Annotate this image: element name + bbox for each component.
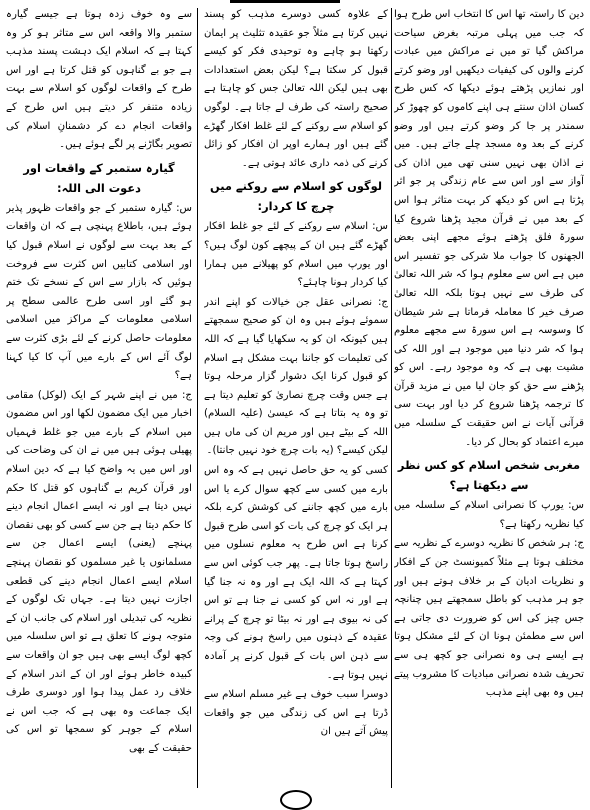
- left-column: [6, 6, 192, 790]
- right-section-heading: مغربی شخص اسلام کو کس نظر سے دیکھتا ہے؟: [397, 458, 581, 493]
- page-number-ornament: [280, 790, 312, 810]
- middle-question: س: اسلام سے روکنے کے لئے جو غلط افکار گھڑے گئے ہیں ان کے پیچھے کون لوگ ہیں؟ اور یورپ میں اسلام کو پھیلانے میں ہمارا کیا کردار ہونا چاہئے؟: [204, 221, 388, 289]
- right-question: س: یورپ کا نصرانی اسلام کے سلسلہ میں کیا نظریہ رکھتا ہے؟: [394, 500, 584, 530]
- middle-section-heading: لوگوں کو اسلام سے روکنے میں چرچ کا کردار:: [209, 179, 383, 214]
- middle-answer: ج: نصرانی عقل جن خیالات کو اپنے اندر سموئے ہوئے ہیں وہ ان کو صحیح سمجھتے ہیں کیونکہ ان کو یہ سکھایا گیا ہے کہ اللہ کی تعلیمات کو جاننا بہت مشکل ہے اسلام کو قبول کرنا ایک دشوار گزار مرحلہ ہوتا ہے جس وقت چرچ نصاریٰ کو تعلیم دیتا ہے تو وہ یہ بتاتا ہے کہ عیسیٰ (علیہ السلام) اللہ کے بیٹے ہیں اور مریم ان کی ماں ہیں لیکن کیسے؟ (یہ بات چرچ خود نہیں جانتا)۔: [204, 296, 388, 457]
- middle-para-4: کسی کو یہ حق حاصل نہیں ہے کہ وہ اس بارے میں کسی سے کچھ سوال کرے یا اس بارے میں کچھ جاننے کی کوشش کرے بلکہ ہر ایک کو چرچ کی بات کو اسی طرح قبول کرنا ہے اس طرح یہ معلوم نسلوں میں راسخ ہوتا جاتا ہے۔ پھر جب کوئی اس سے کہتا ہے کہ اللہ ایک ہے اور وہ نہ جنا گیا ہے اور نہ اس کو کسی نے جنا ہے تو اس کی نہ بیوی ہے اور نہ بیٹا تو چرچ کے پرانے عقیدہ کے ذہنوں میں راسخ ہونے کی وجہ سے ذہن اس بات کے قبول کرنے پر آمادہ نہیں ہوتا ہے۔: [204, 465, 388, 681]
- left-answer: ج: میں نے اپنے شہر کے ایک (لوکل) مقامی اخبار میں ایک مضمون لکھا اور اس مضمون میں اسلام کے بارے میں جو غلط فہمیاں پھیلی ہوئی ہیں میں نے ان کی وضاحت کی اور اس میں یہ واضح کیا ہے کہ دین اسلام اور قرآن کریم بے گناہوں کو قتل کا حکم نہیں دیتا ہے اور نہ ایسے اعمال انجام دینے کا حکم دیتا ہے جن سے کسی کو بھی نقصان پہنچے (یعنی) ایسے اعمال جن سے مسلمانوں یا غیر مسلموں کو نقصان پہنچے اسلام ایسے اعمال انجام دینے کی قطعی اجازت نہیں دیتا ہے۔ جہاں تک لوگوں کے نظریہ کی تبدیلی اور اسلام کی جانب ان کے متوجہ ہونے کا تعلق ہے تو اس سلسلہ میں کچھ لوگ ایسے بھی ہیں جو ان واقعات سے کبیدہ خاطر ہوئے اور ان کے اندر اسلام کے خلاف رد عمل پیدا ہوا اور دوسری طرف ایک جماعت وہ بھی ہے کہ جب اس نے اسلام کے جوہر کو سمجھا تو اس کی حقیقت کے بھی: [6, 389, 192, 754]
- right-para-1: دین کا راستہ تھا اس کا انتخاب اس طرح ہوا کہ جب میں پہلی مرتبہ بغرض سیاحت مراکش گیا تو میں نے مراکش میں عبادت کرنے والوں کی کیفیات دیکھیں اور وضو کرتے اور نمازیں پڑھتے ہوئے دیکھا کہ کس طرح کسان اذان سنتے ہی اپنے کاموں کو چھوڑ کر سمندر پر جا کر وضو کرتے ہیں اور وضو کرنے کے بعد وہ مسجد چلے جاتے ہیں۔ میں نے اذان بھی نہیں سنی تھی میں اذان کی آواز سے اور اس سے عام زندگی پر جو اثر پڑتا ہے اس کو دیکھ کر بہت متاثر ہوا اس کے بعد میں نے قرآن مجید پڑھنا شروع کیا سورۃ فلق پڑھتے ہوئے مجھے اپنی بعض الجھنوں کا جواب ملا شرکی جو تفسیر اس میں ہے اس سے معلوم ہوا کہ شر اللہ تعالیٰ کی طرف سے نہیں ہوتا بلکہ اللہ تعالیٰ صرف خیر کا معاملہ فرماتا ہے شر شیطان کا وسوسہ ہے اس سورۃ سے مجھے معلوم ہوا کہ شر دنیا میں موجود ہے اور اللہ کی مشیت بھی ہے کہ وہ موجود رہے۔ اس کو پڑھنے سے حق کو جان لیا میں نے مزید قرآن کا ترجمہ پڑھنا شروع کر دیا اور بہت سی قرآنی آیات نے اس حقیقت کے سلسلہ میں میرے اعتماد کو بحال کر دیا۔: [394, 9, 584, 448]
- column-divider-left: [197, 8, 198, 788]
- left-question: س: گیارہ ستمبر کے جو واقعات ظہور پذیر ہوئے ہیں، باطلاع پہنچی ہے کہ ان واقعات کے بعد بہت سے لوگوں نے اسلام قبول کیا اور اسلامی کتابیں اس کثرت سے فروخت ہوئیں کہ بازار سے اس کے نسخے تک ختم ہو گئے اور اسی طرح عالمی سطح پر اسلامی معلومات کے مراکز میں اسلامی معلومات حاصل کرنے کے لئے بڑی کثرت سے لوگ آئے اس کے بارے میں آپ کا کیا کہنا ہے؟: [6, 202, 192, 382]
- right-column: [394, 6, 584, 790]
- middle-para-1: کے علاوہ کسی دوسرے مذہب کو پسند نہیں کرتا ہے مثلاً جو عقیدہ تثلیث پر ایمان رکھتا ہو چاہے وہ توحیدی فکر کو کیسے قبول کر سکتا ہے؟ لیکن بعض استعدادات بھی ہیں لیکن اللہ تعالیٰ جس کو چاہتا ہے صحیح راستہ کی طرف لے جاتا ہے۔ لوگوں کو اسلام سے روکنے کے لئے غلط افکار گھڑے گئے ہیں اور ہمارے اوپر ان افکار کو زائل کرنے کی ذمہ داری عائد ہوتی ہے۔: [204, 9, 388, 169]
- middle-para-5: دوسرا سبب خوف ہے غیر مسلم اسلام سے ڈرتا ہے اس کی زندگی میں جو واقعات پیش آتے ہیں ان: [204, 689, 388, 738]
- middle-column: [204, 6, 388, 790]
- right-answer: ج: ہر شخص کا نظریہ دوسرے کے نظریہ سے مختلف ہوتا ہے مثلاً کمیونسٹ جن کے افکار و نظریات ادیان کے بر خلاف ہوتے ہیں اور جو ہر مذہب کو باطل سمجھتے ہیں چنانچہ جس چیز کی اس کو ضرورت دی جاتی ہے اس سے مطمئن ہونا ان کے لئے مشکل ہوتا ہے ایسے ہی وہ نصرانی جو کچھ ہی سے تحریف شدہ نصرانی مبادیات کا مشروب پیتے ہیں وہ بھی اپنے مذہب: [394, 538, 584, 699]
- top-rule: [230, 0, 340, 3]
- left-para-1: سے وہ خوف زدہ ہوتا ہے جیسے گیارہ ستمبر والا واقعہ اس سے متاثر ہو کر وہ کہتا ہے کہ اسلام ایک دہشت پسند مذہب ہے جو بے گناہوں کو قتل کرتا ہے اور اس طرح کے واقعات لوگوں کو اسلام سے بہت زیادہ متنفر کر دیتے ہیں اس طرح کے واقعات انجام دے کر دشمنانِ اسلام کی تصویر بگاڑنے پر لگے ہوئے ہیں۔: [6, 9, 192, 151]
- left-section-heading: گیارہ ستمبر کے واقعات اور دعوت الی اللہ:: [23, 160, 175, 195]
- column-divider-right: [391, 8, 392, 788]
